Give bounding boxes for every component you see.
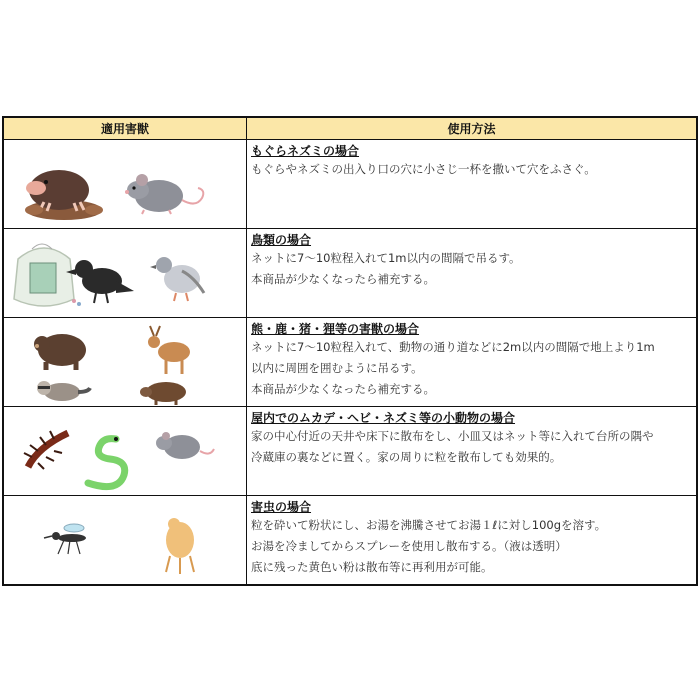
raccoon-icon: [37, 381, 90, 401]
centipede-icon: [24, 431, 68, 469]
bear-icon: [34, 334, 86, 370]
table-row: [4, 317, 696, 406]
header-applicable-pests: 適用害獣: [4, 118, 247, 139]
usage-line: もぐらやネズミの出入り口の穴に小さじ一杯を撒いて穴をふさぐ。: [251, 162, 596, 176]
case-title: もぐらネズミの場合: [251, 144, 360, 158]
mole-icon: [25, 170, 103, 220]
usage-line: 以内に周囲を囲むように吊るす。: [251, 361, 423, 375]
case-title: 鳥類の場合: [251, 233, 312, 247]
usage-line: 冷蔵庫の裏などに置く。家の周りに粒を散布しても効果的。: [251, 450, 562, 464]
header-usage-method: 使用方法: [447, 122, 496, 136]
net-bag-icon: [14, 244, 74, 306]
case-title: 屋内でのムカデ・ヘビ・ネズミ等の小動物の場合: [251, 411, 516, 425]
case-title: 害虫の場合: [251, 500, 312, 514]
usage-line: ネットに7～10粒程入れて1m以内の間隔で吊るす。: [251, 251, 521, 265]
deer-icon: [148, 326, 190, 374]
usage-text-cell: [247, 318, 696, 406]
boar-icon: [140, 382, 186, 405]
table-row: [4, 495, 696, 584]
usage-line: 本商品が少なくなったら補充する。: [251, 272, 435, 286]
usage-line: お湯を冷ましてからスプレーを使用し散布する。（液は透明）: [251, 539, 567, 553]
usage-line: ネットに7～10粒程入れて、動物の通り道などに2m以内の間隔で地上より1m: [251, 340, 655, 354]
rat-icon: [125, 174, 203, 214]
pest-illustration-cell: [4, 318, 247, 406]
table-row: [4, 139, 696, 228]
usage-text-cell: [247, 229, 696, 317]
usage-text-cell: [247, 496, 696, 584]
crow-icon: [66, 260, 134, 306]
rat-icon: [156, 432, 214, 459]
pest-illustration-cell: [4, 140, 247, 228]
flea-icon: [166, 518, 194, 574]
table-row: [4, 228, 696, 317]
pigeon-icon: [150, 257, 204, 301]
usage-line: 底に残った黄色い粉は散布等に再利用が可能。: [251, 560, 493, 574]
usage-text-cell: [247, 407, 696, 495]
pest-illustration-cell: [4, 229, 247, 317]
mosquito-icon: [44, 524, 86, 554]
snake-icon: [88, 437, 125, 487]
usage-line: 家の中心付近の天井や床下に散布をし、小皿又はネット等に入れて台所の隅や: [251, 429, 654, 443]
usage-line: 本商品が少なくなったら補充する。: [251, 382, 435, 396]
table-header: [4, 118, 696, 139]
pest-illustration-cell: [4, 496, 247, 584]
pest-usage-table: [2, 116, 698, 586]
pest-illustration-cell: [4, 407, 247, 495]
table-row: [4, 406, 696, 495]
usage-text-cell: [247, 140, 696, 228]
usage-line: 粒を砕いて粉状にし、お湯を沸騰させてお湯１ℓに対し100gを溶す。: [251, 518, 607, 532]
case-title: 熊・鹿・猪・狸等の害獣の場合: [251, 322, 420, 336]
